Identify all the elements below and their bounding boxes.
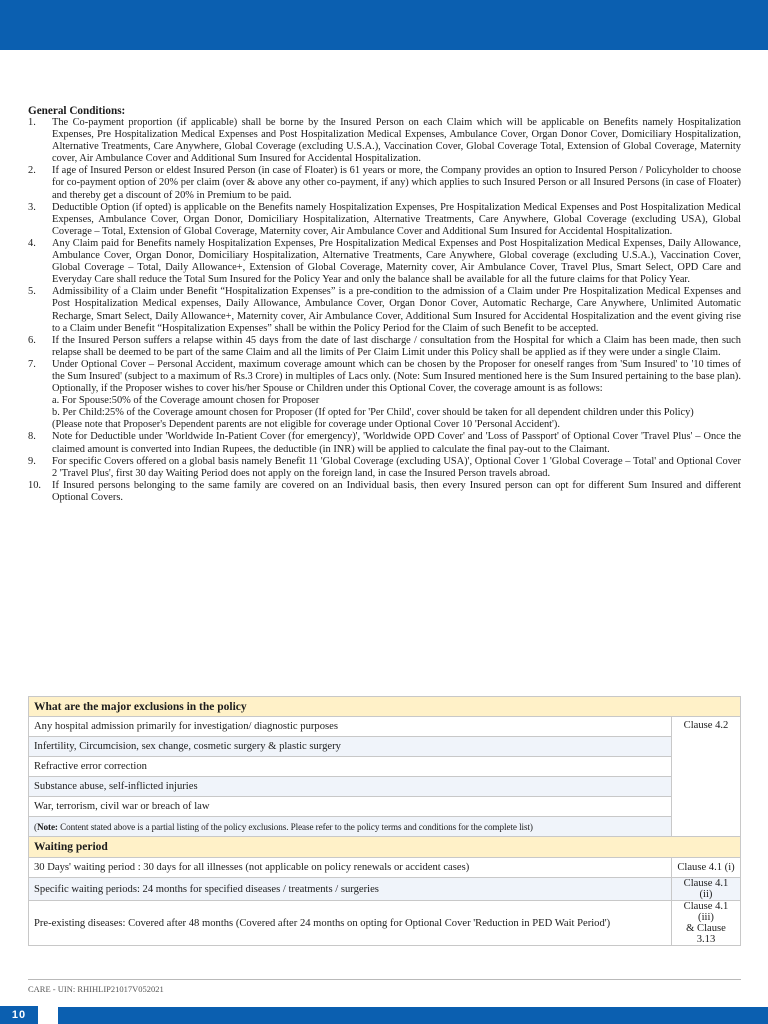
- condition-item: [28, 431, 741, 455]
- condition-item: [28, 202, 741, 238]
- note-label: Note:: [36, 821, 58, 832]
- note-text: Content stated above is a partial listing of the policy exclusions. Please refer to the policy terms and conditions for the complete list): [60, 821, 533, 832]
- waiting-header-row: [29, 837, 741, 858]
- condition-number: 3.: [28, 201, 36, 213]
- exclusion-item: Infertility, Circumcision, sex change, cosmetic surgery & plastic surgery: [29, 737, 672, 757]
- condition-text: Under Optional Cover – Personal Accident, maximum coverage amount which can be chosen by the Proposer for oneself ranges from 'Sum Insured' to '10 times of the Sum Insured' (subject to a maximum of Rs.3 Crore) in multiples of Lacs only. (Note: Sum Insured mentioned here is the Sum Insured pertaining to the base plan). Optionally, if the Proposer wishes to cover his/her Spouse or Children under this Optional Cover, the coverage amount is as follows:: [52, 358, 741, 395]
- condition-item: [28, 456, 741, 480]
- table-row: [29, 858, 741, 878]
- condition-text: If Insured persons belonging to the same family are covered on an Individual basis, then every Insured person can opt for different Sum Insured and different Optional Covers.: [52, 479, 741, 503]
- general-conditions-heading: General Conditions:: [28, 105, 126, 117]
- condition-sub-note: (Please note that Proposer's Dependent parents are not eligible for coverage under Optional Cover 10 'Personal Accident').: [52, 419, 560, 431]
- condition-number: 9.: [28, 455, 36, 467]
- condition-text: Deductible Option (if opted) is applicable on the Benefits namely Hospitalization Expenses, Pre Hospitalization Medical Expenses and Post Hospitalization Medical Expenses, Ambulance Cover, Organ Donor, Domiciliary Hospitalization, Alternative Treatments, Care Anywhere, Global Coverage (excluding USA), Global Coverage – Total, Extension of Global Coverage, Maternity cover, Air Ambulance Cover and Additional Sum Insured for Accidental Hospitalization.: [52, 201, 741, 237]
- footer-uin: CARE - UIN: RHIHLIP21017V052021: [28, 984, 164, 994]
- condition-item: [28, 359, 741, 432]
- table-row: [29, 757, 741, 777]
- condition-item: [28, 117, 741, 165]
- conditions-list: [28, 117, 741, 504]
- exclusion-item: Refractive error correction: [29, 757, 672, 777]
- condition-sub-a: a. For Spouse:50% of the Coverage amount chosen for Proposer: [52, 395, 320, 407]
- condition-number: 5.: [28, 286, 36, 298]
- table-row: [29, 777, 741, 797]
- table-row: [29, 717, 741, 737]
- table-row: [29, 878, 741, 901]
- condition-text: For specific Covers offered on a global basis namely Benefit 11 'Global Coverage (excluding USA)', Optional Cover 1 'Global Coverage – Total' and Optional Cover 2 'Travel Plus', first 30 day Waiting Period does not apply on the foreign land, in case the Insured Person travels abroad.: [52, 455, 741, 479]
- table-row: [29, 901, 741, 946]
- exclusions-heading: What are the major exclusions in the policy: [29, 697, 741, 717]
- header-band: [0, 0, 768, 50]
- clause-line: & Clause 3.13: [686, 923, 726, 945]
- page-number: 10: [0, 1006, 38, 1024]
- condition-number: 2.: [28, 165, 36, 177]
- condition-text: Note for Deductible under 'Worldwide In-Patient Cover (for emergency)', 'Worldwide OPD Cover' and 'Loss of Passport' of Optional Cover 'Travel Plus' – Once the claimed amount is converted into Indian Rupees, the deductible (in INR) will be applied to calculate the final pay-out to the Claimant.: [52, 431, 741, 455]
- waiting-clause: Clause 4.1 (ii): [672, 878, 741, 901]
- table-row: [29, 737, 741, 757]
- condition-sub-b: b. Per Child:25% of the Coverage amount chosen for Proposer (If opted for 'Per Child', cover should be taken for all dependent children under this Policy): [52, 407, 694, 419]
- condition-item: [28, 286, 741, 334]
- general-conditions-section: [28, 105, 741, 504]
- waiting-heading: Waiting period: [29, 837, 741, 858]
- condition-item: [28, 165, 741, 201]
- condition-text: Any Claim paid for Benefits namely Hospitalization Expenses, Pre Hospitalization Medical Expenses and Post Hospitalization Medical Expenses, Daily Allowance, Ambulance Cover, Organ Donor, Domiciliary Hospitalization, Alternative Treatments, Care Anywhere, Global coverage (excluding U.S.A.), Vaccination Cover, Global Coverage – Total, Daily Allowance+, Extension of Global Coverage, Maternity cover, Air Ambulance Cover, Travel Plus, Smart Select, OPD Care and Everyday Care shall reduce the Total Sum Insured for the Policy Year and only the balance shall be available for all the future claims for that Policy Year.: [52, 237, 741, 286]
- waiting-item: 30 Days' waiting period : 30 days for all illnesses (not applicable on policy renewals or accident cases): [29, 858, 672, 878]
- footer-divider: [28, 979, 741, 980]
- exclusion-item: Substance abuse, self-inflicted injuries: [29, 777, 672, 797]
- condition-number: 10.: [28, 479, 41, 491]
- condition-text: The Co-payment proportion (if applicable) shall be borne by the Insured Person on each Claim which will be applicable on Benefits namely Hospitalization Expenses, Pre Hospitalization Medical Expenses and Post Hospitalization Medical Expenses, Ambulance Cover, Organ Donor Cover, Domiciliary Hospitalization, Alternative Treatments, Care Anywhere, Global Coverage (excluding U.S.A.), Vaccination Cover, Global Coverage Total, Extension of Global Coverage, Maternity cover, Air Ambulance Cover and Additional Sum Insured for Accidental Hospitalization.: [52, 117, 741, 165]
- waiting-item: Specific waiting periods: 24 months for specified diseases / treatments / surgeries: [29, 878, 672, 901]
- clause-line: Clause 4.1 (iii): [683, 901, 729, 923]
- condition-number: 8.: [28, 431, 36, 443]
- exclusions-table: [28, 696, 741, 946]
- note-open-paren: (: [34, 821, 37, 832]
- condition-number: 1.: [28, 117, 36, 128]
- table-row: [29, 817, 741, 837]
- waiting-clause: [672, 901, 741, 946]
- footer-band: [58, 1007, 768, 1024]
- exclusions-clause: Clause 4.2: [672, 717, 741, 837]
- condition-number: 6.: [28, 334, 36, 346]
- exclusion-item: War, terrorism, civil war or breach of law: [29, 797, 672, 817]
- exclusions-note: [29, 817, 672, 837]
- condition-text: If the Insured Person suffers a relapse within 45 days from the date of last discharge / consultation from the Hospital for which a Claim has been made, then such relapse shall be deemed to be part of the same Claim and all the limits of Per Claim Limit under this Policy shall be applied as if they were under a single Claim.: [52, 334, 741, 358]
- waiting-clause: Clause 4.1 (i): [672, 858, 741, 878]
- exclusions-header-row: [29, 697, 741, 717]
- waiting-item: Pre-existing diseases: Covered after 48 months (Covered after 24 months on opting for Optional Cover 'Reduction in PED Wait Period'): [29, 901, 672, 946]
- condition-text: Admissibility of a Claim under Benefit “Hospitalization Expenses” is a pre-condition to the admission of a Claim under Pre Hospitalization Medical Expenses and Post Hospitalization Medical expenses, Daily Allowance, Ambulance Cover, Organ Donor Cover, Automatic Recharge, Care Anywhere, Unlimited Automatic Recharge, Smart Select, Daily Allowance+, Maternity cover, Air Ambulance Cover, Additional Sum Insured for Accidental Hospitalization and the event giving rise to a Claim under Benefit “Hospitalization Expenses” shall be within the Policy Period for the Claim of such Benefit to be accepted.: [52, 286, 741, 334]
- exclusion-item: Any hospital admission primarily for investigation/ diagnostic purposes: [29, 717, 672, 737]
- condition-item: [28, 238, 741, 286]
- condition-item: [28, 335, 741, 359]
- table-row: [29, 797, 741, 817]
- condition-item: [28, 480, 741, 504]
- condition-number: 4.: [28, 237, 36, 249]
- condition-text: If age of Insured Person or eldest Insured Person (in case of Floater) is 61 years or more, the Company provides an option to Insured Person / Policyholder to choose for co-payment option of 20% per claim (over & above any other co-payment, if any) which applies to such Insured Person or all Insured Persons (in case of Floater) and thereby get a discount of 20% in Premium to be paid.: [52, 165, 741, 201]
- condition-number: 7.: [28, 358, 36, 370]
